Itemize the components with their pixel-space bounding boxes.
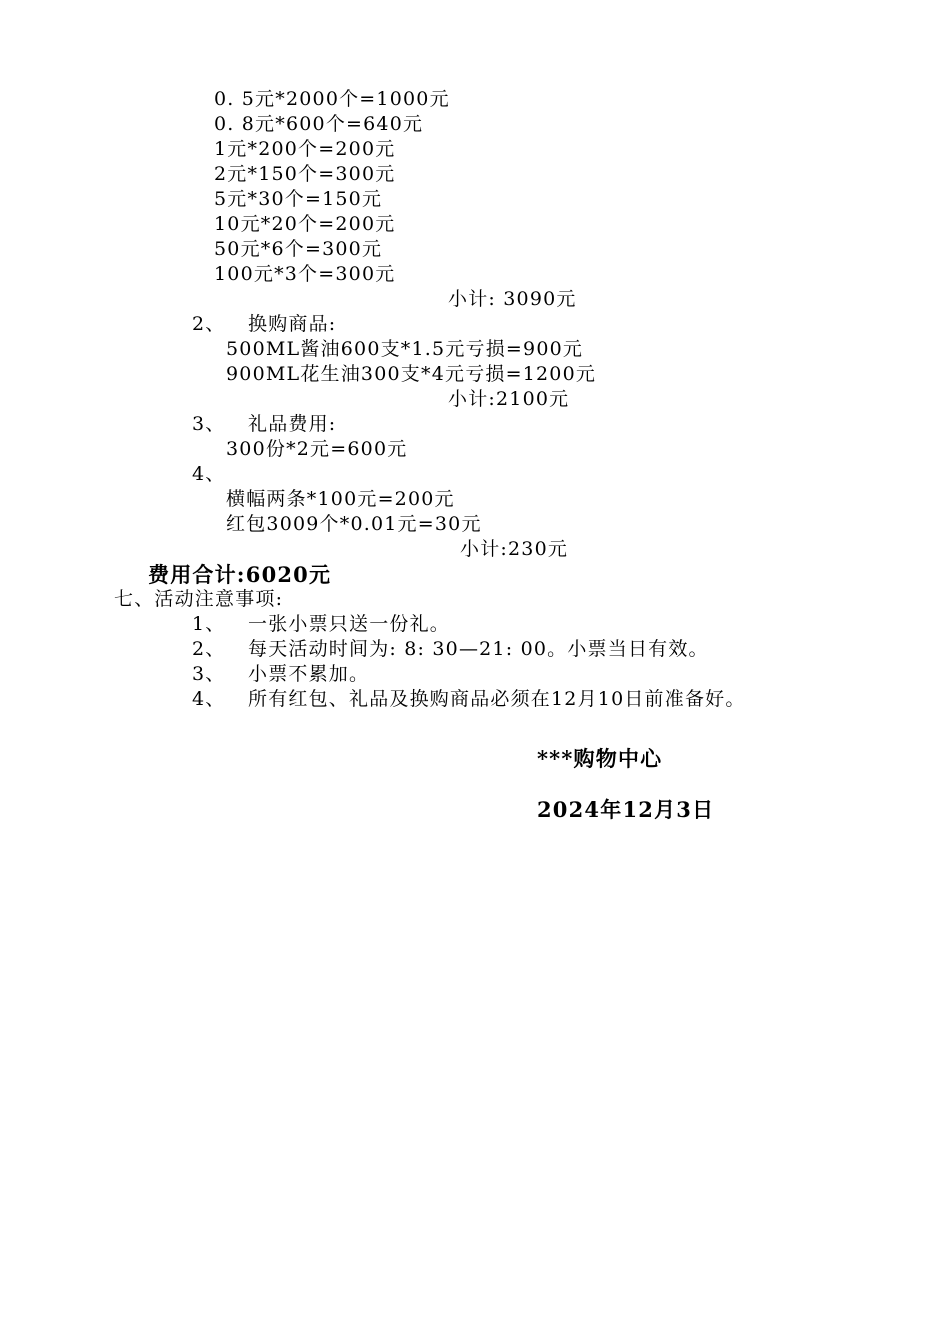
note-number: 3、 [192,663,226,685]
gift-item: 300份*2元=600元 [226,438,408,460]
note-item [192,612,450,637]
prize-item: 50元*6个=300元 [214,238,383,260]
signature-org: ***购物中心 [537,746,663,771]
notes-heading: 七、活动注意事项: [114,588,284,610]
exchange-item: 900ML花生油300支*4元亏损=1200元 [226,363,597,385]
note-item [192,637,709,662]
misc-item: 红包3009个*0.01元=30元 [226,513,482,535]
note-text: 小票不累加。 [248,663,370,685]
prize-item: 1元*200个=200元 [214,138,396,160]
prize-item: 0. 8元*600个=640元 [214,113,424,135]
subtotal-exchange: 小计:2100元 [448,388,570,410]
note-item [192,662,369,687]
misc-item: 横幅两条*100元=200元 [226,488,455,510]
total-cost: 费用合计:6020元 [148,562,332,587]
prize-item: 0. 5元*2000个=1000元 [214,88,450,110]
section-number: 4、 [192,463,226,485]
note-number: 2、 [192,638,226,660]
section-number: 2、 [192,313,226,335]
section-title: 礼品费用: [248,413,337,435]
section-3-heading [192,412,336,437]
subtotal-misc: 小计:230元 [460,538,569,560]
exchange-item: 500ML酱油600支*1.5元亏损=900元 [226,338,584,360]
section-number: 3、 [192,413,226,435]
signature-date: 2024年12月3日 [537,797,715,822]
section-title: 换购商品: [248,313,337,335]
subtotal-prizes: 小计: 3090元 [448,288,577,310]
note-item [192,687,746,712]
section-4-heading [192,462,248,487]
note-number: 4、 [192,688,226,710]
note-number: 1、 [192,613,226,635]
note-text: 所有红包、礼品及换购商品必须在12月10日前准备好。 [248,688,746,710]
prize-item: 100元*3个=300元 [214,263,396,285]
prize-item: 5元*30个=150元 [214,188,383,210]
prize-item: 10元*20个=200元 [214,213,396,235]
section-2-heading [192,312,336,337]
note-text: 每天活动时间为: 8: 30—21: 00。小票当日有效。 [248,638,709,660]
prize-item: 2元*150个=300元 [214,163,396,185]
note-text: 一张小票只送一份礼。 [248,613,451,635]
